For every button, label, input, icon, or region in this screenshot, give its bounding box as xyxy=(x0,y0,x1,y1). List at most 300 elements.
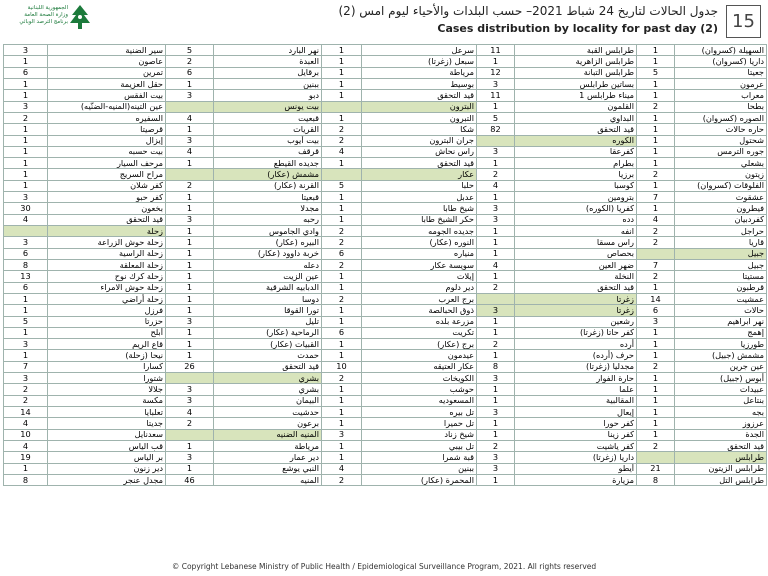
case-count-cell: 2 xyxy=(477,169,515,180)
case-count-cell: 1 xyxy=(637,78,675,89)
case-count-cell: 2 xyxy=(322,373,362,384)
case-count-cell: 13 xyxy=(4,271,48,282)
case-count-cell: 3 xyxy=(166,452,214,463)
case-count-cell: 1 xyxy=(637,158,675,169)
locality-name-cell: النبي يوشع xyxy=(214,463,322,474)
locality-name-cell: كفر زينا xyxy=(515,429,637,440)
case-count-cell: 3 xyxy=(477,407,515,418)
locality-name-cell: سويسة عكار xyxy=(362,259,477,270)
case-count-cell: 2 xyxy=(322,135,362,146)
case-count-cell: 3 xyxy=(4,339,48,350)
case-count-cell: 1 xyxy=(322,90,362,101)
locality-name-cell: معراب xyxy=(675,90,767,101)
case-count-cell: 1 xyxy=(637,124,675,135)
table-row xyxy=(4,90,767,101)
case-count-cell: 82 xyxy=(477,124,515,135)
locality-name-cell: قيد التحقق xyxy=(362,90,477,101)
locality-name-cell: الفلوقات (كسروان) xyxy=(675,180,767,191)
case-count-cell: 1 xyxy=(637,180,675,191)
case-count-cell: 1 xyxy=(477,350,515,361)
locality-name-cell: عدبل xyxy=(362,192,477,203)
locality-name-cell: قرقف xyxy=(214,146,322,157)
case-count-cell: 2 xyxy=(322,293,362,304)
case-count-cell: 1 xyxy=(322,305,362,316)
case-count-cell: 3 xyxy=(166,316,214,327)
table-row xyxy=(4,474,767,485)
case-count-cell: 6 xyxy=(637,305,675,316)
locality-name-cell: كسارا xyxy=(48,361,166,372)
case-count-cell: 3 xyxy=(4,192,48,203)
ministry-logo xyxy=(6,3,106,33)
locality-name-cell: البيره (عكار) xyxy=(214,237,322,248)
locality-name-cell: حدشيت xyxy=(214,407,322,418)
locality-name-cell: التبرون xyxy=(362,112,477,123)
locality-name-cell: زحلة حوش الزراعة xyxy=(48,237,166,248)
locality-name-cell: برج (عكار) xyxy=(362,339,477,350)
locality-name-cell: قب الياس xyxy=(48,440,166,451)
locality-name-cell: قيد التحقق xyxy=(214,361,322,372)
locality-name-cell: القريات xyxy=(214,124,322,135)
locality-name-cell: الكويخات xyxy=(362,373,477,384)
case-count-cell: 4 xyxy=(166,146,214,157)
locality-name-cell: تعلبايا xyxy=(48,407,166,418)
table-row xyxy=(4,350,767,361)
case-count-cell: 1 xyxy=(477,237,515,248)
table-row xyxy=(4,339,767,350)
locality-name-cell: تل بيره xyxy=(362,407,477,418)
table-row xyxy=(4,135,767,146)
locality-name-cell: إهمج xyxy=(675,327,767,338)
locality-name-cell: بوسيط xyxy=(362,78,477,89)
case-count-cell: 1 xyxy=(166,350,214,361)
case-count-cell: 1 xyxy=(637,418,675,429)
case-count-cell: 1 xyxy=(4,158,48,169)
table-row xyxy=(4,316,767,327)
case-count-cell: 1 xyxy=(637,135,675,146)
table-row xyxy=(4,158,767,169)
locality-name-cell: مرياطة xyxy=(214,440,322,451)
locality-name-cell: أبوس (جبيل) xyxy=(675,373,767,384)
case-count-cell: 3 xyxy=(477,78,515,89)
case-count-cell: 3 xyxy=(4,101,48,112)
locality-name-cell: كفر حبو xyxy=(48,192,166,203)
case-count-cell: 1 xyxy=(4,350,48,361)
locality-name-cell: عين الزيت xyxy=(214,271,322,282)
locality-name-cell: عين جرين xyxy=(675,361,767,372)
locality-name-cell: جلالا xyxy=(48,384,166,395)
table-row xyxy=(4,305,767,316)
locality-name-cell: جبيل xyxy=(675,259,767,270)
case-count-cell: 10 xyxy=(4,429,48,440)
locality-name-cell: زحلة المعلقة xyxy=(48,259,166,270)
case-count-cell: 1 xyxy=(4,135,48,146)
locality-name-cell: جوره الترمس xyxy=(675,146,767,157)
case-count-cell: 1 xyxy=(166,226,214,237)
case-count-cell: 1 xyxy=(166,463,214,474)
locality-name-cell: بجه xyxy=(675,407,767,418)
case-count-cell: 2 xyxy=(477,339,515,350)
case-count-cell: 10 xyxy=(322,361,362,372)
case-count-cell: 1 xyxy=(477,418,515,429)
case-count-cell: 14 xyxy=(637,293,675,304)
case-count-cell: 1 xyxy=(322,203,362,214)
case-count-cell: 3 xyxy=(4,373,48,384)
locality-name-cell: حكر الشيخ طابا xyxy=(362,214,477,225)
locality-name-cell: ببنين xyxy=(214,78,322,89)
case-count-cell: 1 xyxy=(477,327,515,338)
locality-name-cell: جبيل xyxy=(675,248,767,259)
case-count-cell: 4 xyxy=(4,418,48,429)
table-row xyxy=(4,271,767,282)
locality-name-cell: طرابلس التل xyxy=(675,474,767,485)
locality-name-cell: تورا القوقا xyxy=(214,305,322,316)
case-count-cell: 3 xyxy=(477,214,515,225)
case-count-cell: 2 xyxy=(637,361,675,372)
table-row xyxy=(4,112,767,123)
locality-name-cell: برعون xyxy=(214,418,322,429)
locality-name-cell: العبدة xyxy=(214,56,322,67)
locality-name-cell: كفر حورا xyxy=(515,418,637,429)
table-row xyxy=(4,226,767,237)
case-count-cell: 1 xyxy=(166,293,214,304)
locality-name-cell: سير الضنية xyxy=(48,45,166,56)
locality-name-cell: السفيره xyxy=(48,112,166,123)
locality-name-cell: قاريا xyxy=(675,237,767,248)
locality-name-cell: دوسا xyxy=(214,293,322,304)
locality-name-cell: كفر حاتا (زغرتا) xyxy=(515,327,637,338)
locality-name-cell: المحمرة (عكار) xyxy=(362,474,477,485)
case-count-cell: 2 xyxy=(4,112,48,123)
case-count-cell: 4 xyxy=(477,259,515,270)
case-count-cell: 1 xyxy=(322,112,362,123)
locality-name-cell: عاصون xyxy=(48,56,166,67)
case-count-cell: 5 xyxy=(166,45,214,56)
case-count-cell: 6 xyxy=(322,327,362,338)
locality-name-cell: إيلات xyxy=(362,271,477,282)
case-count-cell: 2 xyxy=(4,395,48,406)
locality-name-cell: دير زنون xyxy=(48,463,166,474)
case-count-cell: 1 xyxy=(166,271,214,282)
locality-name-cell: مرياطة xyxy=(362,67,477,78)
case-count-cell: 19 xyxy=(4,452,48,463)
case-count-cell: 1 xyxy=(166,327,214,338)
case-count-cell: 1 xyxy=(477,316,515,327)
case-count-cell: 4 xyxy=(322,146,362,157)
locality-name-cell: جديده الجومه xyxy=(362,226,477,237)
locality-name-cell: قبعيتا xyxy=(214,192,322,203)
case-count-cell: 6 xyxy=(4,248,48,259)
case-count-cell: 3 xyxy=(477,305,515,316)
case-count-cell: 1 xyxy=(322,350,362,361)
case-count-cell: 21 xyxy=(637,463,675,474)
locality-name-cell: راس نحاش xyxy=(362,146,477,157)
locality-name-cell: النخلة xyxy=(515,271,637,282)
locality-name-cell: دده xyxy=(515,214,637,225)
locality-name-cell: جديده القيطع xyxy=(214,158,322,169)
locality-name-cell: عكار العتيقه xyxy=(362,361,477,372)
locality-name-cell: حقل العزيمة xyxy=(48,78,166,89)
locality-name-cell: زحلة أراضي xyxy=(48,293,166,304)
locality-name-cell: تل حميرا xyxy=(362,418,477,429)
case-count-cell: 12 xyxy=(477,67,515,78)
locality-name-cell: القرنة (عكار) xyxy=(214,180,322,191)
locality-name-cell: شكا xyxy=(362,124,477,135)
case-count-cell: 1 xyxy=(322,452,362,463)
page-number: 15 xyxy=(726,5,761,38)
case-count-cell: 1 xyxy=(637,203,675,214)
case-count-cell: 2 xyxy=(477,282,515,293)
case-count-cell xyxy=(166,429,214,440)
locality-name-cell: عيدمون xyxy=(362,350,477,361)
case-count-cell: 1 xyxy=(166,248,214,259)
case-count-cell: 1 xyxy=(322,316,362,327)
case-count-cell: 3 xyxy=(166,90,214,101)
locality-name-cell: أيطو xyxy=(515,463,637,474)
locality-name-cell: بيت الفقس xyxy=(48,90,166,101)
case-count-cell: 1 xyxy=(4,124,48,135)
locality-name-cell: عرمون xyxy=(675,78,767,89)
case-count-cell: 1 xyxy=(166,259,214,270)
case-count-cell: 6 xyxy=(166,67,214,78)
case-count-cell: 2 xyxy=(322,124,362,135)
locality-name-cell: مجدلا xyxy=(214,203,322,214)
locality-name-cell: حوشب xyxy=(362,384,477,395)
case-count-cell xyxy=(166,169,214,180)
locality-name-cell: قبة شمرا xyxy=(362,452,477,463)
table-row xyxy=(4,384,767,395)
case-count-cell: 4 xyxy=(322,463,362,474)
case-count-cell: 14 xyxy=(4,407,48,418)
case-count-cell: 2 xyxy=(637,271,675,282)
locality-name-cell: زحلة xyxy=(48,226,166,237)
locality-name-cell: نهر ابراهيم xyxy=(675,316,767,327)
case-count-cell: 1 xyxy=(322,214,362,225)
case-count-cell xyxy=(477,293,515,304)
locality-name-cell: مزيارة xyxy=(515,474,637,485)
locality-name-cell: وادي الجاموس xyxy=(214,226,322,237)
case-count-cell xyxy=(4,226,48,237)
case-count-cell: 1 xyxy=(637,373,675,384)
case-count-cell: 2 xyxy=(637,226,675,237)
title-english: Cases distribution by locality for past day (2) xyxy=(437,22,718,35)
table-row xyxy=(4,282,767,293)
locality-name-cell: زحلة حوش الامراء xyxy=(48,282,166,293)
case-count-cell: 3 xyxy=(477,373,515,384)
locality-name-cell: إيزال xyxy=(48,135,166,146)
case-count-cell: 1 xyxy=(4,56,48,67)
case-count-cell: 6 xyxy=(4,282,48,293)
case-count-cell: 1 xyxy=(322,45,362,56)
case-count-cell: 3 xyxy=(166,384,214,395)
locality-name-cell: بطحا xyxy=(675,101,767,112)
case-count-cell: 2 xyxy=(322,474,362,485)
case-count-cell: 2 xyxy=(322,259,362,270)
locality-name-cell: مرحف السيار xyxy=(48,158,166,169)
locality-name-cell: شحتول xyxy=(675,135,767,146)
locality-name-cell: الجدة xyxy=(675,429,767,440)
case-count-cell: 1 xyxy=(477,384,515,395)
case-count-cell: 2 xyxy=(322,226,362,237)
locality-name-cell: رحبه xyxy=(214,214,322,225)
case-count-cell: 3 xyxy=(166,214,214,225)
locality-name-cell: قيد التحقق xyxy=(362,158,477,169)
case-count-cell: 1 xyxy=(166,124,214,135)
case-count-cell: 30 xyxy=(4,203,48,214)
case-count-cell: 3 xyxy=(4,45,48,56)
locality-name-cell: الصوره (كسروان) xyxy=(675,112,767,123)
locality-name-cell: حارة الفوار xyxy=(515,373,637,384)
case-count-cell: 1 xyxy=(322,407,362,418)
table-row xyxy=(4,56,767,67)
locality-name-cell: زيتون xyxy=(675,169,767,180)
locality-name-cell: تكريت xyxy=(362,327,477,338)
locality-name-cell: تمرين xyxy=(48,67,166,78)
case-count-cell: 2 xyxy=(637,237,675,248)
case-count-cell: 1 xyxy=(166,440,214,451)
case-count-cell: 1 xyxy=(166,192,214,203)
locality-name-cell: برج العرب xyxy=(362,293,477,304)
case-count-cell: 1 xyxy=(477,192,515,203)
case-count-cell: 1 xyxy=(166,339,214,350)
locality-name-cell: أرده xyxy=(515,339,637,350)
case-count-cell: 1 xyxy=(477,271,515,282)
case-count-cell: 1 xyxy=(4,305,48,316)
locality-name-cell: بخعون xyxy=(48,203,166,214)
locality-name-cell: جديتا xyxy=(48,418,166,429)
case-count-cell: 2 xyxy=(637,169,675,180)
locality-name-cell: شتورا xyxy=(48,373,166,384)
table-row xyxy=(4,101,767,112)
locality-name-cell: فيطرون xyxy=(675,203,767,214)
locality-name-cell: راس مسقا xyxy=(515,237,637,248)
case-count-cell: 26 xyxy=(166,361,214,372)
case-count-cell: 1 xyxy=(637,395,675,406)
cases-table xyxy=(3,44,767,486)
case-count-cell: 7 xyxy=(637,192,675,203)
case-count-cell: 1 xyxy=(637,146,675,157)
case-count-cell: 7 xyxy=(4,361,48,372)
locality-name-cell: بطرام xyxy=(515,158,637,169)
case-count-cell: 1 xyxy=(322,67,362,78)
case-count-cell: 8 xyxy=(637,474,675,485)
case-count-cell: 1 xyxy=(637,339,675,350)
case-count-cell: 4 xyxy=(4,440,48,451)
case-count-cell: 1 xyxy=(637,90,675,101)
locality-name-cell: بر الياس xyxy=(48,452,166,463)
locality-name-cell: السهيلة (كسروان) xyxy=(675,45,767,56)
table-row xyxy=(4,327,767,338)
case-count-cell: 1 xyxy=(322,158,362,169)
case-count-cell xyxy=(166,373,214,384)
locality-name-cell: خربة داوود (عكار) xyxy=(214,248,322,259)
case-count-cell: 1 xyxy=(477,474,515,485)
case-count-cell: 1 xyxy=(166,78,214,89)
locality-name-cell: قيد التحقق xyxy=(48,214,166,225)
case-count-cell: 1 xyxy=(477,101,515,112)
locality-name-cell: البداوي xyxy=(515,112,637,123)
locality-name-cell: عمشيت xyxy=(675,293,767,304)
locality-name-cell: منياره xyxy=(362,248,477,259)
table-row xyxy=(4,259,767,270)
case-count-cell: 3 xyxy=(477,452,515,463)
locality-name-cell: زحلة كرك نوح xyxy=(48,271,166,282)
case-count-cell: 3 xyxy=(477,203,515,214)
case-count-cell: 3 xyxy=(4,237,48,248)
locality-name-cell: مشمش (جبيل) xyxy=(675,350,767,361)
case-count-cell: 1 xyxy=(637,45,675,56)
case-count-cell: 3 xyxy=(166,395,214,406)
table-row xyxy=(4,429,767,440)
locality-name-cell: ذوق الحبالصة xyxy=(362,305,477,316)
cedar-logo-icon xyxy=(68,4,92,30)
locality-name-cell: بنتاعل xyxy=(675,395,767,406)
locality-name-cell: بشعلي xyxy=(675,158,767,169)
case-count-cell xyxy=(477,135,515,146)
locality-name-cell: بشري xyxy=(214,373,322,384)
locality-name-cell: القلمون xyxy=(515,101,637,112)
locality-name-cell: كفرعقا xyxy=(515,146,637,157)
locality-name-cell: طرابلس xyxy=(675,452,767,463)
locality-name-cell: سرعل xyxy=(362,45,477,56)
locality-name-cell: المنيه xyxy=(214,474,322,485)
case-count-cell: 1 xyxy=(637,282,675,293)
locality-name-cell: قيد التحقق xyxy=(675,440,767,451)
locality-name-cell: كوسبا xyxy=(515,180,637,191)
locality-name-cell: قرصيتا xyxy=(48,124,166,135)
case-count-cell: 1 xyxy=(637,350,675,361)
locality-name-cell: مشمش (عكار) xyxy=(214,169,322,180)
case-count-cell: 2 xyxy=(322,237,362,248)
locality-name-cell: المقالبية xyxy=(515,395,637,406)
locality-name-cell: بيت أيوب xyxy=(214,135,322,146)
locality-name-cell: مستيتا xyxy=(675,271,767,282)
locality-name-cell: الدبابيه الشرقية xyxy=(214,282,322,293)
locality-name-cell: نهر البارد xyxy=(214,45,322,56)
case-count-cell: 1 xyxy=(322,192,362,203)
case-count-cell: 1 xyxy=(166,158,214,169)
locality-name-cell: دبو xyxy=(214,90,322,101)
locality-name-cell: حزرتا xyxy=(48,316,166,327)
case-count-cell: 1 xyxy=(477,248,515,259)
locality-name-cell: القبيات (عكار) xyxy=(214,339,322,350)
case-count-cell xyxy=(166,101,214,112)
case-count-cell: 11 xyxy=(477,45,515,56)
page-header xyxy=(0,0,768,44)
locality-name-cell: شيخ طابا xyxy=(362,203,477,214)
locality-name-cell: قبعيت xyxy=(214,112,322,123)
case-count-cell: 1 xyxy=(322,418,362,429)
locality-name-cell: ببنين xyxy=(362,463,477,474)
table-row xyxy=(4,124,767,135)
table-row xyxy=(4,214,767,225)
locality-name-cell: عين التينه(المنيه-الضنّيه) xyxy=(48,101,166,112)
case-count-cell: 1 xyxy=(4,463,48,474)
case-count-cell: 5 xyxy=(477,112,515,123)
table-row xyxy=(4,248,767,259)
table-row xyxy=(4,395,767,406)
case-count-cell xyxy=(637,248,675,259)
locality-name-cell: طورزيا xyxy=(675,339,767,350)
locality-name-cell: داريا (زغرتا) xyxy=(515,452,637,463)
locality-name-cell: بترومين xyxy=(515,192,637,203)
locality-name-cell: مجدل عنجر xyxy=(48,474,166,485)
case-count-cell: 1 xyxy=(166,305,214,316)
case-count-cell: 1 xyxy=(4,293,48,304)
locality-name-cell: جران البترون xyxy=(362,135,477,146)
locality-name-cell: دير دلوم xyxy=(362,282,477,293)
case-count-cell: 1 xyxy=(477,395,515,406)
locality-name-cell: عشقوت xyxy=(675,192,767,203)
